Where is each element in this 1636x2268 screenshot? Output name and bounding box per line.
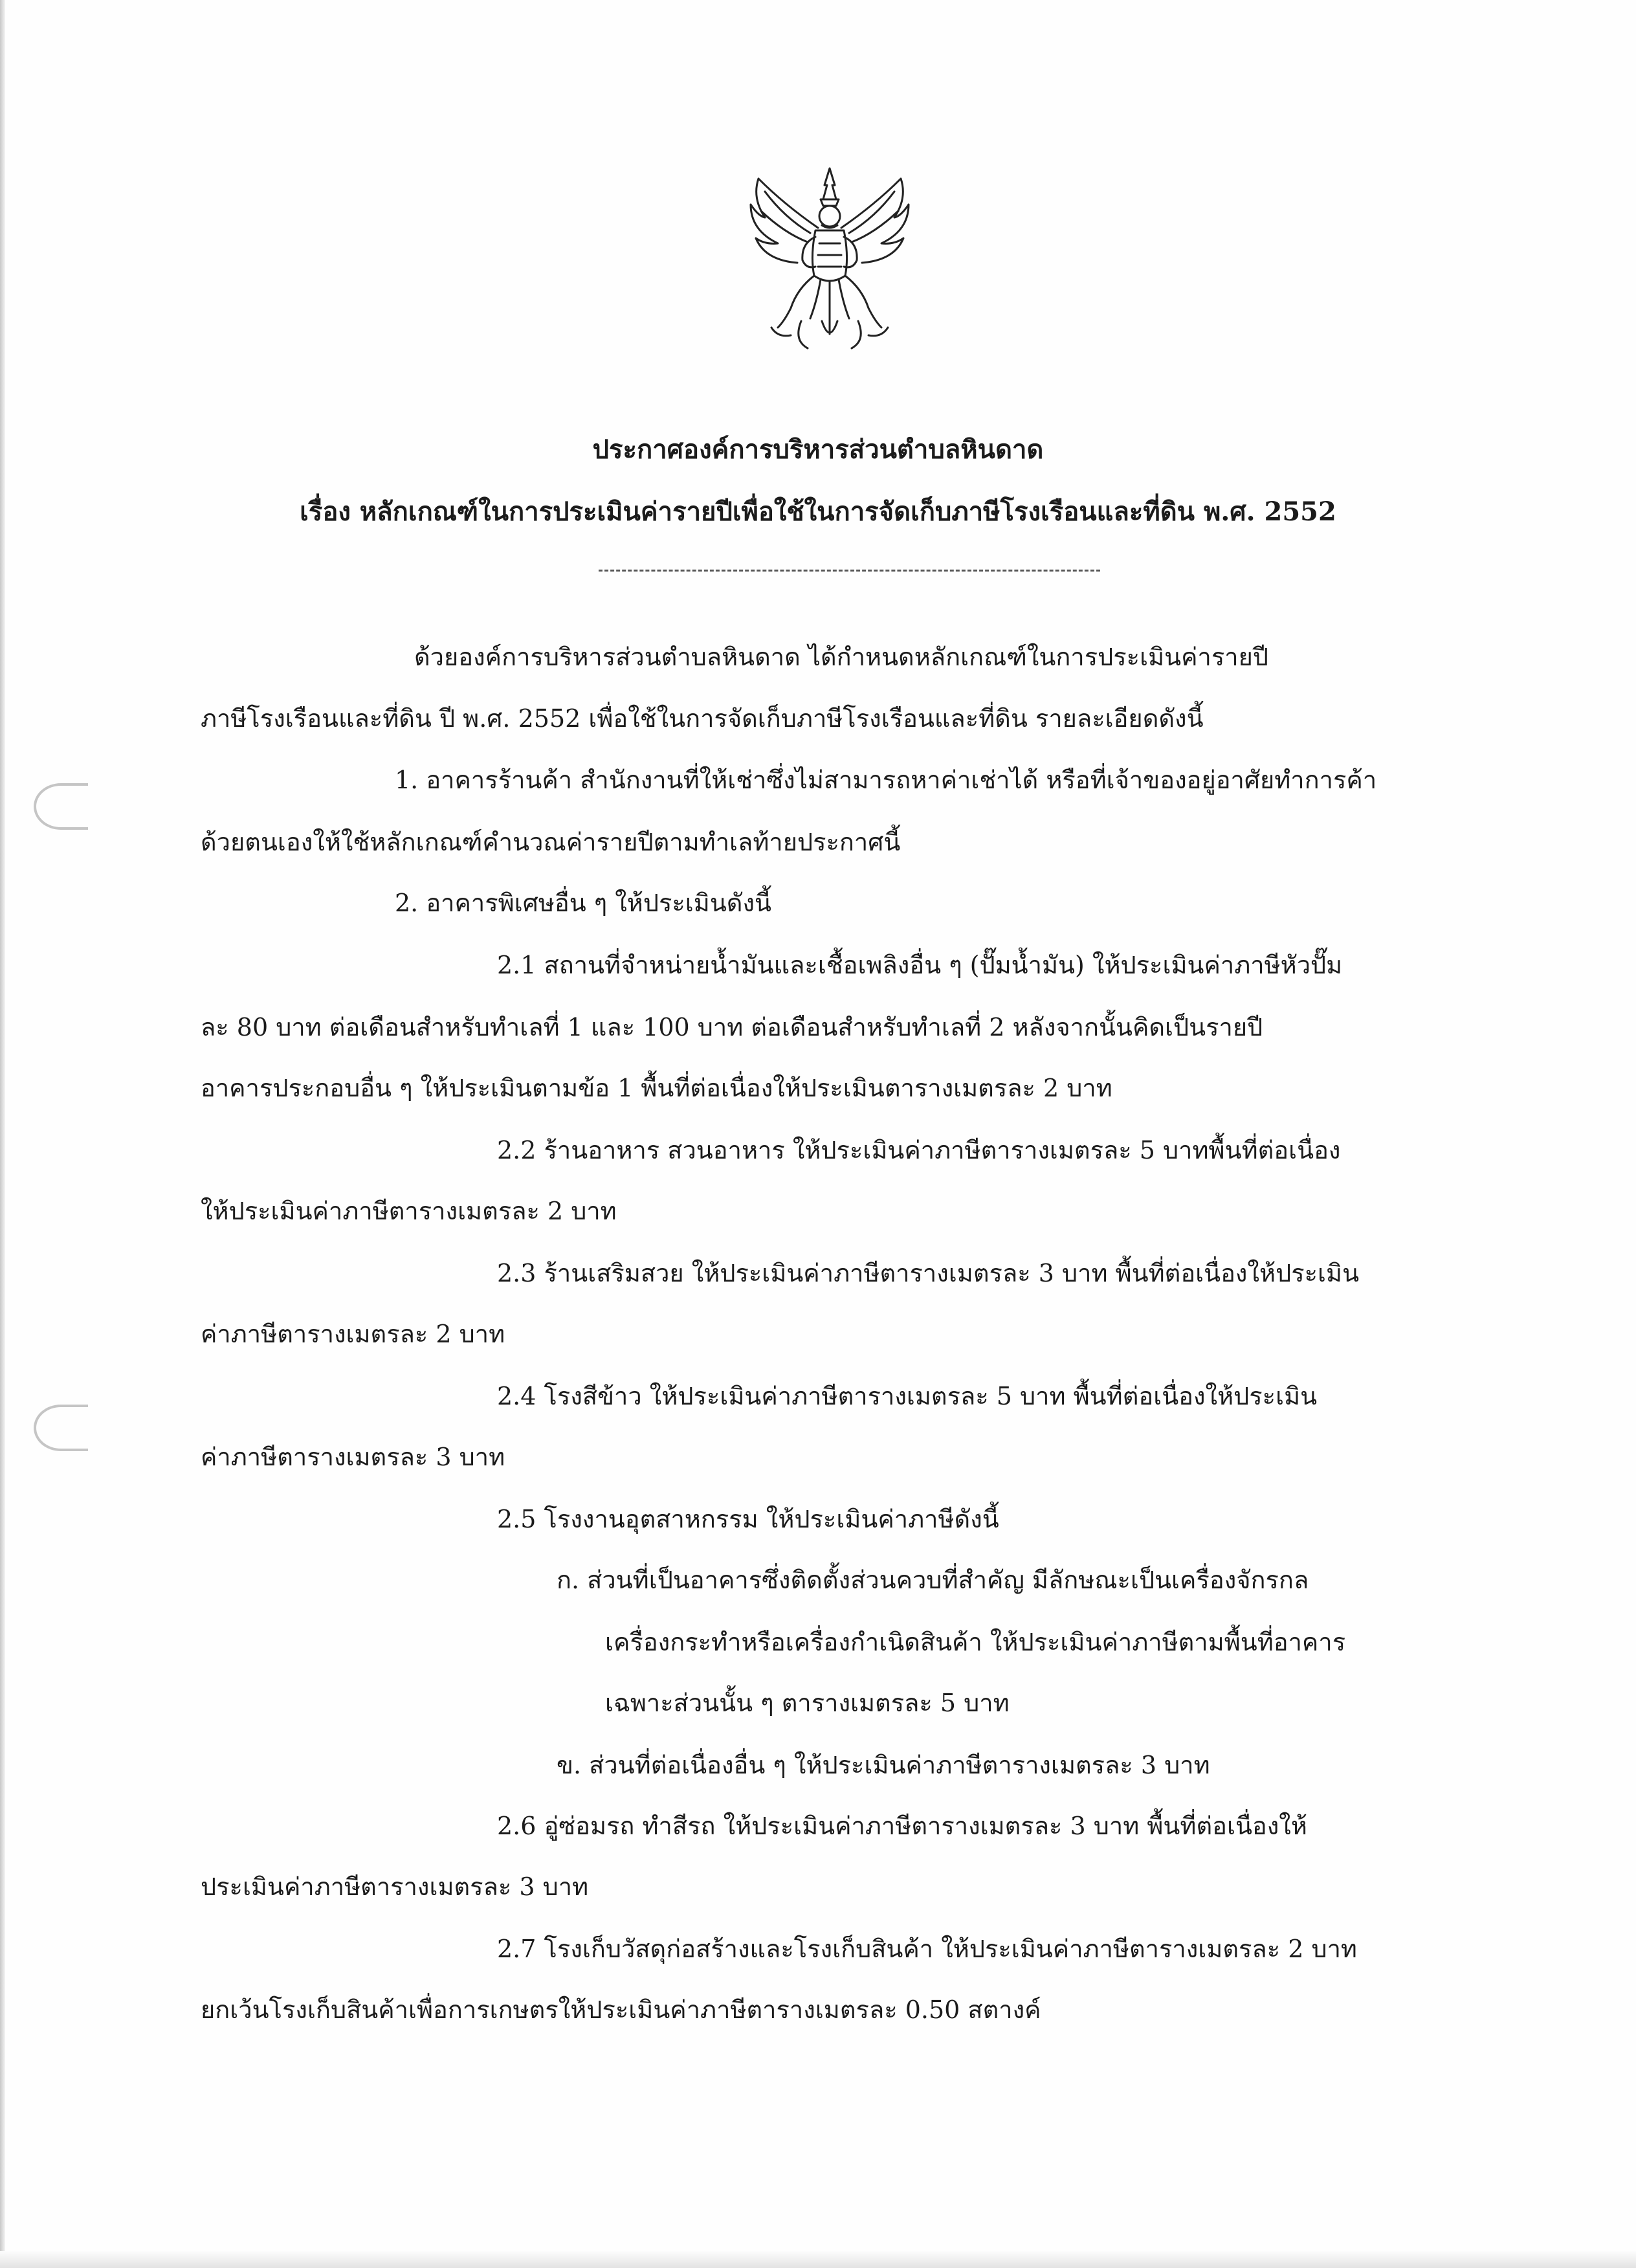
document-title: ประกาศองค์การบริหารส่วนตำบลหินดาด bbox=[592, 434, 1044, 465]
item-2-4-line-1: 2.4 โรงสีข้าว ให้ประเมินค่าภาษีตารางเมตรละ 5 บาท พื้นที่ต่อเนื่องให้ประเมิน bbox=[497, 1382, 1318, 1410]
scan-bottom-edge bbox=[0, 2251, 1636, 2268]
punch-hole-mark-lower bbox=[34, 1405, 88, 1451]
document-subject: เรื่อง หลักเกณฑ์ในการประเมินค่ารายปีเพื่อใช้ในการจัดเก็บภาษีโรงเรือนและที่ดิน พ.ศ. 2552 bbox=[300, 496, 1336, 527]
item-2-2-line-2: ให้ประเมินค่าภาษีตารางเมตรละ 2 บาท bbox=[201, 1197, 617, 1225]
punch-hole-mark-upper bbox=[34, 783, 88, 830]
item-2-5-kho-line: ข. ส่วนที่ต่อเนื่องอื่น ๆ ให้ประเมินค่าภาษีตารางเมตรละ 3 บาท bbox=[557, 1751, 1210, 1779]
item-2-7-line-1: 2.7 โรงเก็บวัสดุก่อสร้างและโรงเก็บสินค้า ให้ประเมินค่าภาษีตารางเมตรละ 2 บาท bbox=[497, 1935, 1357, 1963]
item-2-3-line-1: 2.3 ร้านเสริมสวย ให้ประเมินค่าภาษีตารางเมตรละ 3 บาท พื้นที่ต่อเนื่องให้ประเมิน bbox=[497, 1259, 1360, 1287]
item-2-1-line-1: 2.1 สถานที่จำหน่ายน้ำมันและเชื้อเพลิงอื่น ๆ (ปั๊มน้ำมัน) ให้ประเมินค่าภาษีหัวปั๊ม bbox=[497, 951, 1343, 979]
intro-line-2: ภาษีโรงเรือนและที่ดิน ปี พ.ศ. 2552 เพื่อใช้ในการจัดเก็บภาษีโรงเรือนและที่ดิน รายละเอียดดังนี้ bbox=[201, 704, 1204, 733]
item-2-1-line-3: อาคารประกอบอื่น ๆ ให้ประเมินตามข้อ 1 พื้นที่ต่อเนื่องให้ประเมินตารางเมตรละ 2 บาท bbox=[201, 1074, 1112, 1102]
item-2-3-line-2: ค่าภาษีตารางเมตรละ 2 บาท bbox=[201, 1320, 505, 1348]
item-2-heading: 2. อาคารพิเศษอื่น ๆ ให้ประเมินดังนี้ bbox=[395, 889, 772, 917]
item-2-5-ko-line-2: เครื่องกระทำหรือเครื่องกำเนิดสินค้า ให้ประเมินค่าภาษีตามพื้นที่อาคาร bbox=[605, 1628, 1346, 1656]
item-2-7-line-2: ยกเว้นโรงเก็บสินค้าเพื่อการเกษตรให้ประเมินค่าภาษีตารางเมตรละ 0.50 สตางค์ bbox=[201, 1996, 1041, 2024]
item-2-4-line-2: ค่าภาษีตารางเมตรละ 3 บาท bbox=[201, 1443, 505, 1471]
intro-line-1: ด้วยองค์การบริหารส่วนตำบลหินดาด ได้กำหนดหลักเกณฑ์ในการประเมินค่ารายปี bbox=[414, 643, 1268, 671]
item-2-5-ko-line-1: ก. ส่วนที่เป็นอาคารซึ่งติดตั้งส่วนควบที่สำคัญ มีลักษณะเป็นเครื่องจักรกล bbox=[557, 1566, 1309, 1594]
item-2-5-ko-line-3: เฉพาะส่วนนั้น ๆ ตารางเมตรละ 5 บาท bbox=[605, 1689, 1010, 1717]
title-separator bbox=[599, 570, 1100, 572]
item-2-5-heading: 2.5 โรงงานอุตสาหกรรม ให้ประเมินค่าภาษีดังนี้ bbox=[497, 1505, 999, 1533]
garuda-emblem-icon bbox=[739, 166, 920, 353]
item-2-6-line-1: 2.6 อู่ซ่อมรถ ทำสีรถ ให้ประเมินค่าภาษีตารางเมตรละ 3 บาท พื้นที่ต่อเนื่องให้ bbox=[497, 1812, 1307, 1840]
scan-edge bbox=[0, 0, 5, 2268]
item-1-line-2: ด้วยตนเองให้ใช้หลักเกณฑ์คำนวณค่ารายปีตามทำเลท้ายประกาศนี้ bbox=[201, 828, 901, 856]
item-2-6-line-2: ประเมินค่าภาษีตารางเมตรละ 3 บาท bbox=[201, 1873, 589, 1901]
item-2-2-line-1: 2.2 ร้านอาหาร สวนอาหาร ให้ประเมินค่าภาษีตารางเมตรละ 5 บาทพื้นที่ต่อเนื่อง bbox=[497, 1136, 1341, 1164]
item-1-line-1: 1. อาคารร้านค้า สำนักงานที่ให้เช่าซึ่งไม่สามารถหาค่าเช่าได้ หรือที่เจ้าของอยู่อาศัยทำการค้า bbox=[395, 766, 1377, 794]
item-2-1-line-2: ละ 80 บาท ต่อเดือนสำหรับทำเลที่ 1 และ 100 บาท ต่อเดือนสำหรับทำเลที่ 2 หลังจากนั้นคิดเป็นรายปี bbox=[201, 1013, 1263, 1041]
